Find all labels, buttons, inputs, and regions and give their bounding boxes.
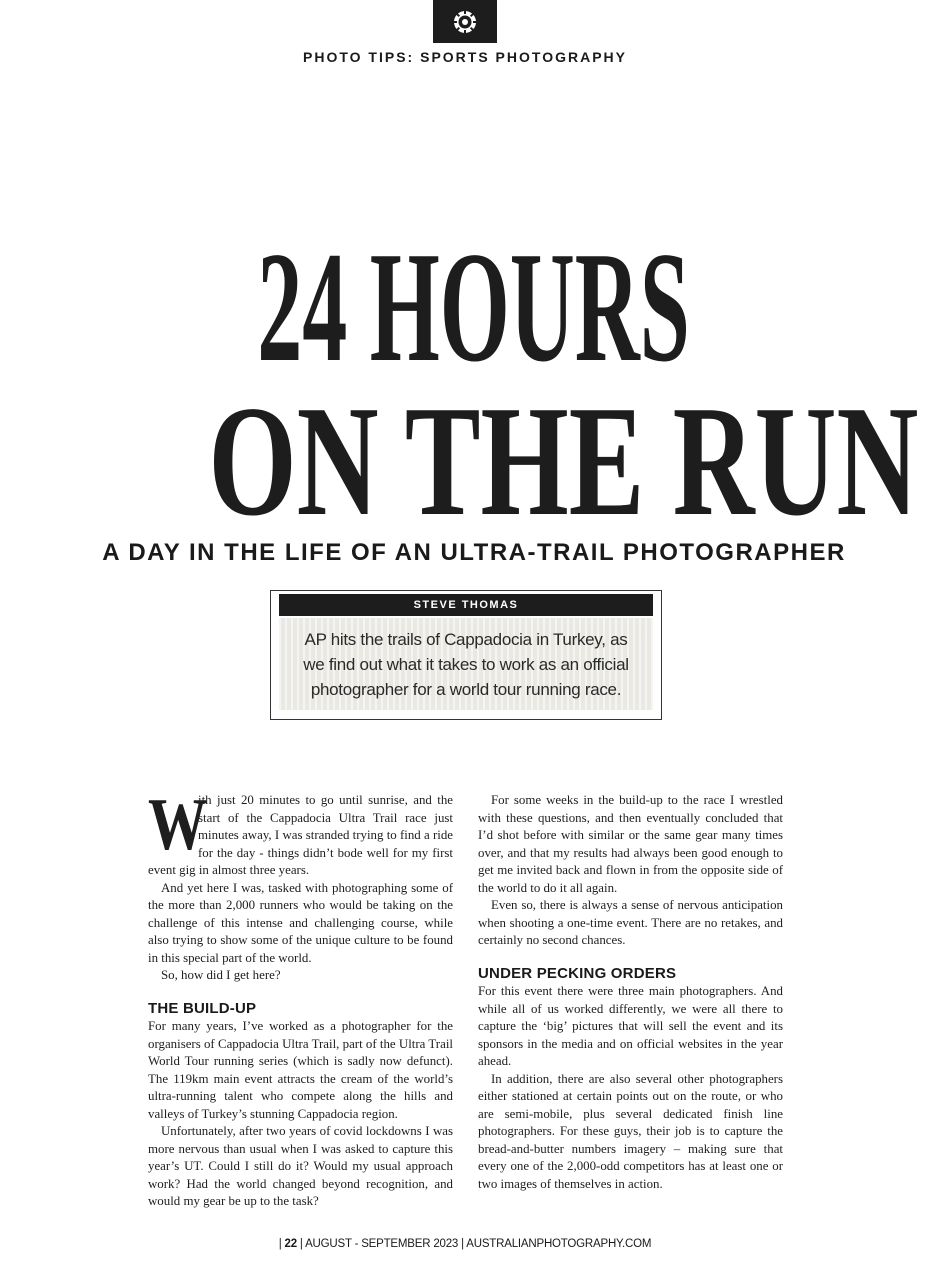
intro-paragraph (148, 784, 453, 880)
intro-text: ith just 20 minutes to go until sunrise, and the start of the Cappadocia Ultra Trail race just minutes away, I was stranded trying to find a ride for the day - things didn’t bode well for my first event gig in almost three years. (148, 793, 453, 877)
article-column-right (478, 792, 783, 1193)
headline-line-2-text: ON THE RUN (208, 373, 919, 549)
paragraph: In addition, there are also several other photographers either stationed at certain points out on the route, or who are semi-mobile, plus several dedicated finish line photographers. For these guys, their job is to capture the bread-and-butter numbers imagery – making sure that every one of the 2,000-odd competitors has at least one or two images of themselves in action. (478, 1071, 783, 1191)
paragraph: For many years, I’ve worked as a photographer for the organisers of Cappadocia Ultra Trail, part of the Ultra Trail World Tour running series (which is sadly now defunct). The 119km main event attracts the cream of the world’s ultra-running talent who compete along the hills and valleys of Turkey’s stunning Cappadocia region. (148, 1019, 453, 1121)
camera-aperture-icon (452, 9, 478, 35)
magazine-logo-tab (433, 0, 497, 43)
footer-separator: | (296, 1238, 306, 1250)
standfirst (279, 618, 653, 710)
section-heading-build-up: THE BUILD-UP (148, 999, 257, 1017)
section-label: PHOTO TIPS: SPORTS PHOTOGRAPHY (303, 49, 627, 65)
byline-box (270, 590, 662, 720)
section-heading-pecking-orders: UNDER PECKING ORDERS (478, 964, 677, 982)
paragraph: For this event there were three main photographers. And while all of us worked differently, we were all there to capture the ‘big’ pictures that will sell the event and its sponsors in the media and on official websites in the year ahead. (478, 984, 783, 1068)
page-footer (0, 1238, 930, 1250)
headline-line-1-text: 24 HOURS (257, 219, 691, 395)
paragraph: Even so, there is always a sense of nervous anticipation when shooting a one-time event. There are no retakes, and certainly no second chances. (478, 898, 783, 947)
author-name: STEVE THOMAS (279, 594, 653, 616)
paragraph: So, how did I get here? (161, 968, 281, 982)
paragraph: And yet here I was, tasked with photographing some of the more than 2,000 runners who would be taking on the challenge of this intense and challenging course, while also trying to show some of the unique culture to be found in this special part of the world. (148, 880, 453, 965)
drop-cap: W (148, 784, 208, 866)
standfirst-text: AP hits the trails of Cappadocia in Turkey, as we find out what it takes to work as an official photographer for a world tour running race. (303, 629, 629, 699)
article-column-left (148, 784, 453, 1211)
website-url: AUSTRALIANPHOTOGRAPHY.COM (466, 1238, 652, 1250)
paragraph: Unfortunately, after two years of covid lockdowns I was more nervous than usual when I was asked to capture this year’s UT. Could I still do it? Would my usual approach work? Had the world changed beyond recognition, and would my gear be up to the task? (148, 1124, 453, 1208)
footer-separator: | (278, 1238, 285, 1250)
page-number: 22 (284, 1238, 297, 1250)
issue-date: AUGUST - SEPTEMBER 2023 (305, 1238, 459, 1250)
headline-line-2 (0, 373, 948, 562)
subheadline: A DAY IN THE LIFE OF AN ULTRA-TRAIL PHOTOGRAPHER (102, 539, 846, 566)
paragraph: For some weeks in the build-up to the race I wrestled with these questions, and then eventually concluded that I’d shot before with similar or the same gear many times over, and that my results had always been good enough to get me invited back and flown in from the opposite side of the world to do it all again. (478, 793, 783, 895)
footer-separator: | (458, 1238, 467, 1250)
